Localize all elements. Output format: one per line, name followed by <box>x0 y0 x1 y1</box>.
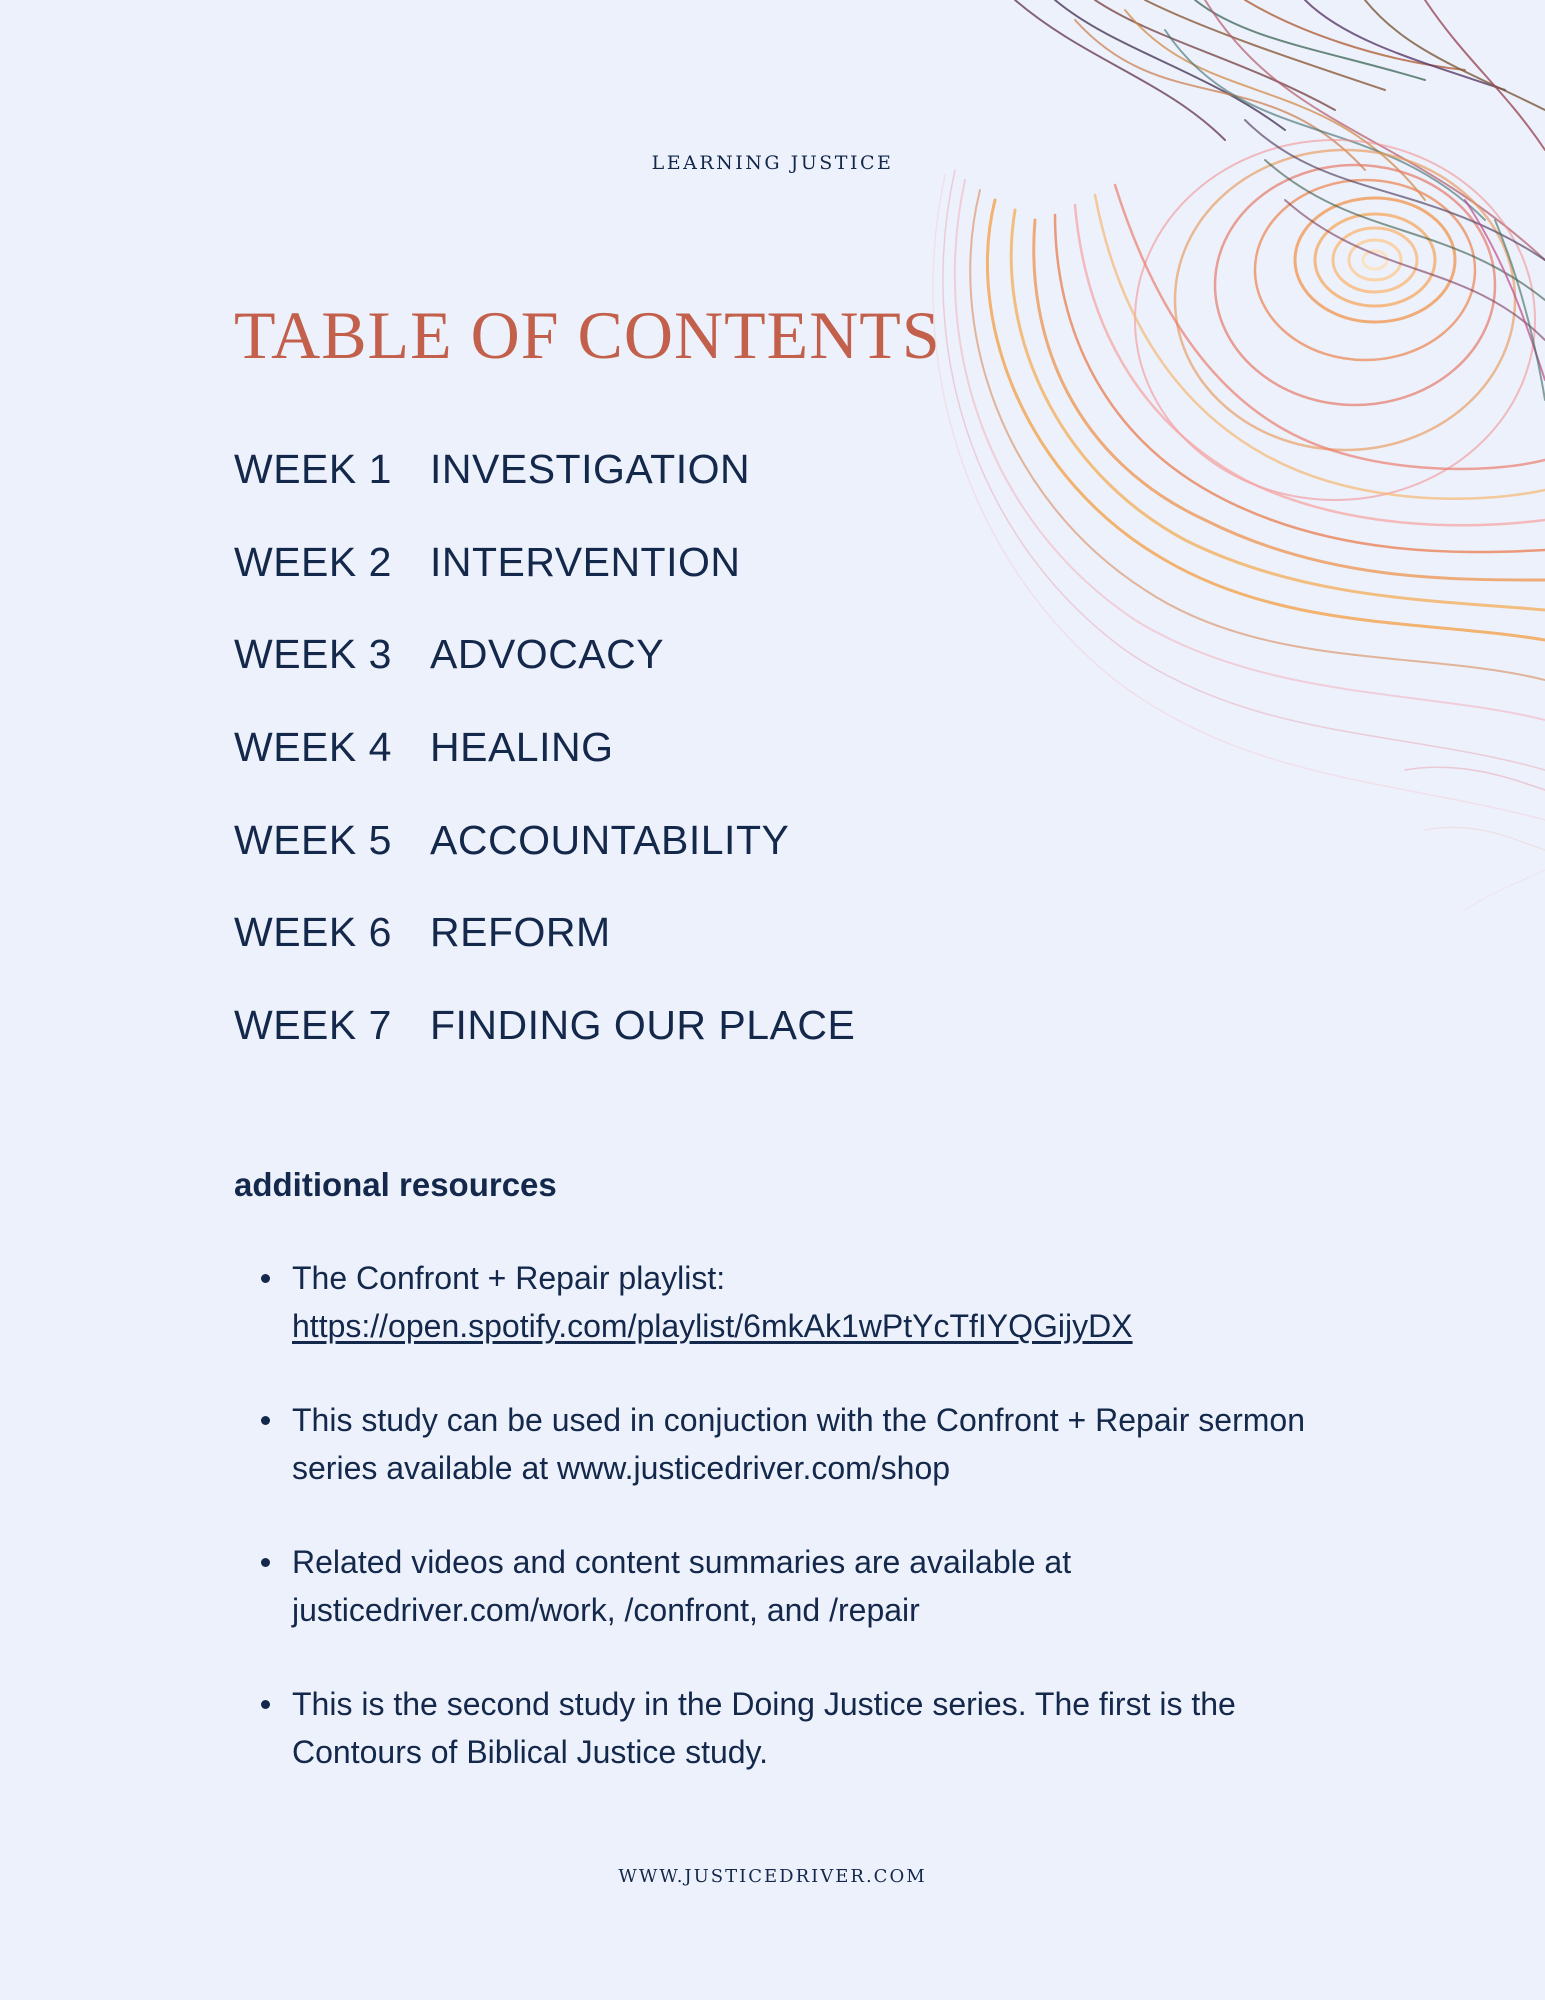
resource-item-series-note <box>234 1680 1314 1776</box>
toc-week-label: WEEK 1 <box>234 446 392 492</box>
toc-topic-label: FINDING OUR PLACE <box>430 1002 856 1049</box>
toc-item-week-1 <box>234 446 855 539</box>
spotify-playlist-link[interactable]: https://open.spotify.com/playlist/6mkAk1wPtYcTfIYQGijyDX <box>292 1308 1133 1344</box>
toc-topic-label: INVESTIGATION <box>430 446 751 492</box>
header-label: LEARNING JUSTICE <box>651 152 894 174</box>
toc-week-label: WEEK 2 <box>234 538 392 585</box>
resource-text: This study can be used in conjuction with the Confront + Repair sermon series available at www.justicedriver.com/shop <box>292 1402 1305 1486</box>
resource-text: This is the second study in the Doing Justice series. The first is the Contours of Biblical Justice study. <box>292 1686 1236 1770</box>
abstract-swirl-art <box>905 0 1545 960</box>
toc-week-label: WEEK 3 <box>234 631 392 678</box>
toc-week-label: WEEK 4 <box>234 724 392 771</box>
bullet-icon <box>261 1558 270 1567</box>
bullet-icon <box>261 1274 270 1283</box>
resource-item-playlist <box>234 1254 1314 1350</box>
toc-week-label: WEEK 7 <box>234 1002 392 1049</box>
toc-topic-label: ADVOCACY <box>430 631 665 678</box>
toc-title: TABLE OF CONTENTS <box>234 297 941 373</box>
toc-item-week-3 <box>234 631 855 724</box>
toc-topic-label: HEALING <box>430 724 614 771</box>
toc-topic-label: ACCOUNTABILITY <box>430 816 790 863</box>
resource-text: The Confront + Repair playlist: <box>292 1260 726 1296</box>
toc-item-week-4 <box>234 724 855 817</box>
document-header <box>0 152 1545 174</box>
bullet-icon <box>261 1416 270 1425</box>
toc-list <box>234 446 855 1095</box>
toc-week-label: WEEK 5 <box>234 816 392 863</box>
bullet-icon <box>261 1700 270 1709</box>
resources-heading: additional resources <box>234 1166 557 1203</box>
toc-item-week-5 <box>234 817 855 910</box>
toc-topic-label: REFORM <box>430 909 611 956</box>
resource-item-sermon-series <box>234 1396 1314 1492</box>
resources-list <box>234 1254 1314 1822</box>
resource-item-videos <box>234 1538 1314 1634</box>
resource-text: Related videos and content summaries are available at justicedriver.com/work, /confront, and /repair <box>292 1544 1072 1628</box>
toc-topic-label: INTERVENTION <box>430 538 741 585</box>
toc-item-week-2 <box>234 539 855 632</box>
toc-week-label: WEEK 6 <box>234 909 392 956</box>
footer-url: WWW.JUSTICEDRIVER.COM <box>618 1866 927 1887</box>
toc-item-week-6 <box>234 909 855 1002</box>
toc-item-week-7 <box>234 1002 855 1095</box>
